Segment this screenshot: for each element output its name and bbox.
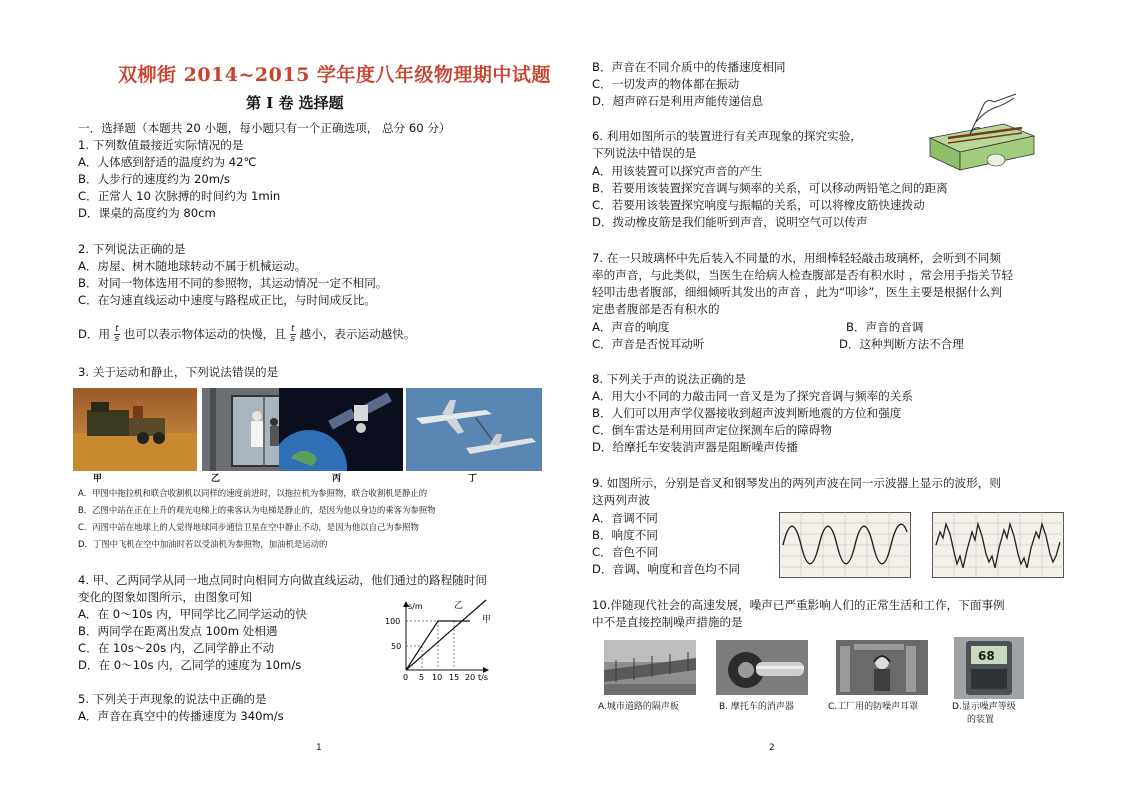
q8-option-a: A．用大小不同的力敲击同一音叉是为了探究音调与频率的关系 (592, 389, 913, 403)
x-tick-15: 15 (449, 673, 460, 682)
q8-option-d: D．给摩托车安装消声器是阻断噪声传播 (592, 440, 799, 454)
q3-option-d: D．丁图中飞机在空中加油时若以受油机为参照物，加油机是运动的 (78, 539, 328, 549)
page-number-right: 2 (769, 743, 775, 753)
series-jia-label: 甲 (482, 615, 492, 625)
muffler-photo (716, 640, 808, 695)
q4-stem-line1: 4. 甲、乙两同学从同一地点同时向相同方向做直线运动，他们通过的路程随时间 (78, 573, 487, 587)
q9-stem-line2: 这两列声波 (592, 493, 650, 507)
q1-stem: 1. 下列数值最接近实际情况的是 (78, 138, 244, 152)
q6-stem-line2: 下列说法中错误的是 (592, 146, 697, 160)
sound-barrier-photo (604, 640, 696, 695)
q4-stem-line2: 变化的图象如图所示，由图象可知 (78, 590, 252, 604)
q7-line4: 定患者腹部是否有积水的 (592, 302, 720, 316)
q6-option-a: A．用该装置可以探究声音的产生 (592, 164, 763, 178)
q3-image-strip (73, 388, 542, 483)
left-page (0, 0, 573, 810)
section-title: 第 I 卷 选择题 (246, 94, 344, 112)
q4-option-d: D．在 0～10s 内，乙同学的速度为 10m/s (78, 658, 302, 672)
frac-denominator-2: s (290, 334, 296, 344)
q1-option-b: B．人步行的速度约为 20m/s (78, 172, 230, 186)
q3-option-a: A．甲图中拖拉机和联合收割机以同样的速度前进时，以拖拉机为参照物，联合收割机是静止的 (78, 488, 428, 498)
y-tick-100: 100 (385, 617, 401, 626)
right-page (574, 0, 1147, 810)
tuning-fork-waveform (779, 512, 911, 578)
q4-option-a: A．在 0～10s 内，甲同学比乙同学运动的快 (78, 607, 307, 621)
q10-caption-b: B. 摩托车的消声器 (719, 702, 794, 712)
q5-option-c: C．一切发声的物体都在振动 (592, 77, 740, 91)
y-axis-label: s/m (408, 602, 423, 611)
fraction-t-over-s (114, 325, 120, 344)
q10-caption-d-line1: D.显示噪声等级 (952, 702, 1016, 712)
q7-option-a: A．声音的响度 (592, 320, 670, 334)
fraction-t-over-s-2 (290, 325, 296, 344)
q5-option-b: B．声音在不同介质中的传播速度相同 (592, 60, 786, 74)
frac-denominator: s (114, 334, 120, 344)
q2-option-b: B．对同一物体选用不同的参照物，其运动情况一定不相同。 (78, 276, 388, 290)
rubber-band-box-illustration (924, 86, 1040, 176)
q10-caption-a: A.城市道路的隔声板 (598, 702, 679, 712)
x-tick-10: 10 (432, 673, 443, 682)
q10-stem-line2: 中不是直接控制噪声措施的是 (592, 615, 743, 629)
satellite-photo (279, 388, 403, 471)
q3-label-ding: 丁 (468, 474, 478, 484)
q8-option-c: C．倒车雷达是利用回声定位探测车后的障碍物 (592, 423, 832, 437)
q9-option-d: D．音调、响度和音色均不同 (592, 562, 741, 576)
q2-stem: 2. 下列说法正确的是 (78, 242, 186, 256)
q2-option-a: A．房屋、树木随地球转动不属于机械运动。 (78, 259, 307, 273)
q6-option-d: D．拨动橡皮筋是我们能听到声音，说明空气可以传声 (592, 215, 868, 229)
harvester-photo (73, 388, 197, 471)
q10-caption-d-line2: 的装置 (967, 715, 995, 725)
q6-option-c: C．若要用该装置探究响度与振幅的关系，可以将橡皮筋快速拨动 (592, 198, 925, 212)
q8-stem: 8. 下列关于声的说法正确的是 (592, 372, 746, 386)
q3-option-c: C．丙图中站在地球上的人觉得地球同步通信卫星在空中静止不动，是因为他以自己为参照物 (78, 522, 419, 532)
x-tick-20: 20 (465, 673, 476, 682)
refueling-photo (406, 388, 542, 471)
piano-waveform (932, 512, 1064, 578)
q3-label-bing: 丙 (332, 474, 342, 484)
q9-option-b: B．响度不同 (592, 528, 658, 542)
meter-reading: 68 (978, 649, 995, 663)
q5-stem: 5. 下列关于声现象的说法中正确的是 (78, 692, 267, 706)
q3-label-yi: 乙 (211, 474, 221, 484)
noise-meter-photo (954, 637, 1024, 699)
q9-option-a: A．音调不同 (592, 511, 658, 525)
q9-stem-line1: 9. 如图所示，分别是音叉和钢琴发出的两列声波在同一示波器上显示的波形，则 (592, 476, 1001, 490)
page-number-left: 1 (316, 743, 322, 753)
q2-option-d (78, 325, 415, 344)
q8-option-b: B．人们可以用声学仪器接收到超声波判断地震的方位和强度 (592, 406, 902, 420)
q3-stem: 3. 关于运动和静止，下列说法错误的是 (78, 365, 279, 379)
q3-label-jia: 甲 (93, 474, 103, 484)
y-tick-50: 50 (391, 642, 402, 651)
frac-numerator: t (115, 324, 119, 334)
x-tick-5: 5 (419, 673, 425, 682)
instructions: 一．选择题（本题共 20 小题，每小题只有一个正确选项， 总分 60 分） (78, 121, 451, 135)
ear-protector-photo (836, 640, 928, 695)
q6-stem-line1: 6. 利用如图所示的装置进行有关声现象的探究实验， (592, 129, 862, 143)
q10-stem-line1: 10.伴随现代社会的高速发展，噪声已严重影响人们的正常生活和工作，下面事例 (592, 598, 1005, 612)
q1-option-d: D．课桌的高度约为 80cm (78, 206, 216, 220)
q1-option-a: A．人体感到舒适的温度约为 42℃ (78, 155, 257, 169)
q2-d-end: 越小，表示运动越快。 (299, 327, 416, 341)
q5-option-a: A．声音在真空中的传播速度为 340m/s (78, 709, 284, 723)
q7-option-d: D．这种判断方法不合理 (839, 337, 964, 351)
x-tick-0: 0 (403, 673, 409, 682)
q6-option-b: B．若要用该装置探究音调与频率的关系，可以移动两铅笔之间的距离 (592, 181, 948, 195)
x-axis-label: t/s (478, 673, 488, 682)
q7-option-c: C．声音是否悦耳动听 (592, 337, 705, 351)
distance-time-graph (382, 598, 492, 683)
q7-line1: 7. 在一只玻璃杯中先后装入不同量的水，用细棒轻轻敲击玻璃杯，会听到不同频 (592, 251, 1001, 265)
frac-numerator-2: t (290, 324, 295, 334)
q1-option-c: C．正常人 10 次脉搏的时间约为 1min (78, 189, 281, 203)
q9-option-c: C．音色不同 (592, 545, 659, 559)
q3-option-b: B．乙图中站在正在上升的观光电梯上的乘客认为电梯是静止的，是因为他以身边的乘客为参照物 (78, 505, 436, 515)
q4-option-b: B．两同学在距离出发点 100m 处相遇 (78, 624, 278, 638)
q7-line3: 轻叩击患者腹部，细细倾听其发出的声音 ，此为“叩诊”，医生主要是根据什么判 (592, 285, 1002, 299)
q7-line2: 率的声音，与此类似，当医生在给病人检查腹部是否有积水时 ，常会用手指关节轻 (592, 268, 1014, 282)
q2-d-prefix: D．用 (78, 327, 111, 341)
q4-option-c: C．在 10s～20s 内，乙同学静止不动 (78, 641, 275, 655)
q2-d-mid: 也可以表示物体运动的快慢，且 (123, 327, 286, 341)
series-yi-label: 乙 (454, 601, 464, 611)
q10-caption-c: C.工厂用的防噪声耳罩 (828, 702, 919, 712)
q5-option-d: D．超声碎石是利用声能传递信息 (592, 94, 764, 108)
exam-title: 双柳街 2014~2015 学年度八年级物理期中试题 (118, 64, 551, 86)
q2-option-c: C．在匀速直线运动中速度与路程成正比，与时间成反比。 (78, 293, 376, 307)
q7-option-b: B．声音的音调 (846, 320, 924, 334)
